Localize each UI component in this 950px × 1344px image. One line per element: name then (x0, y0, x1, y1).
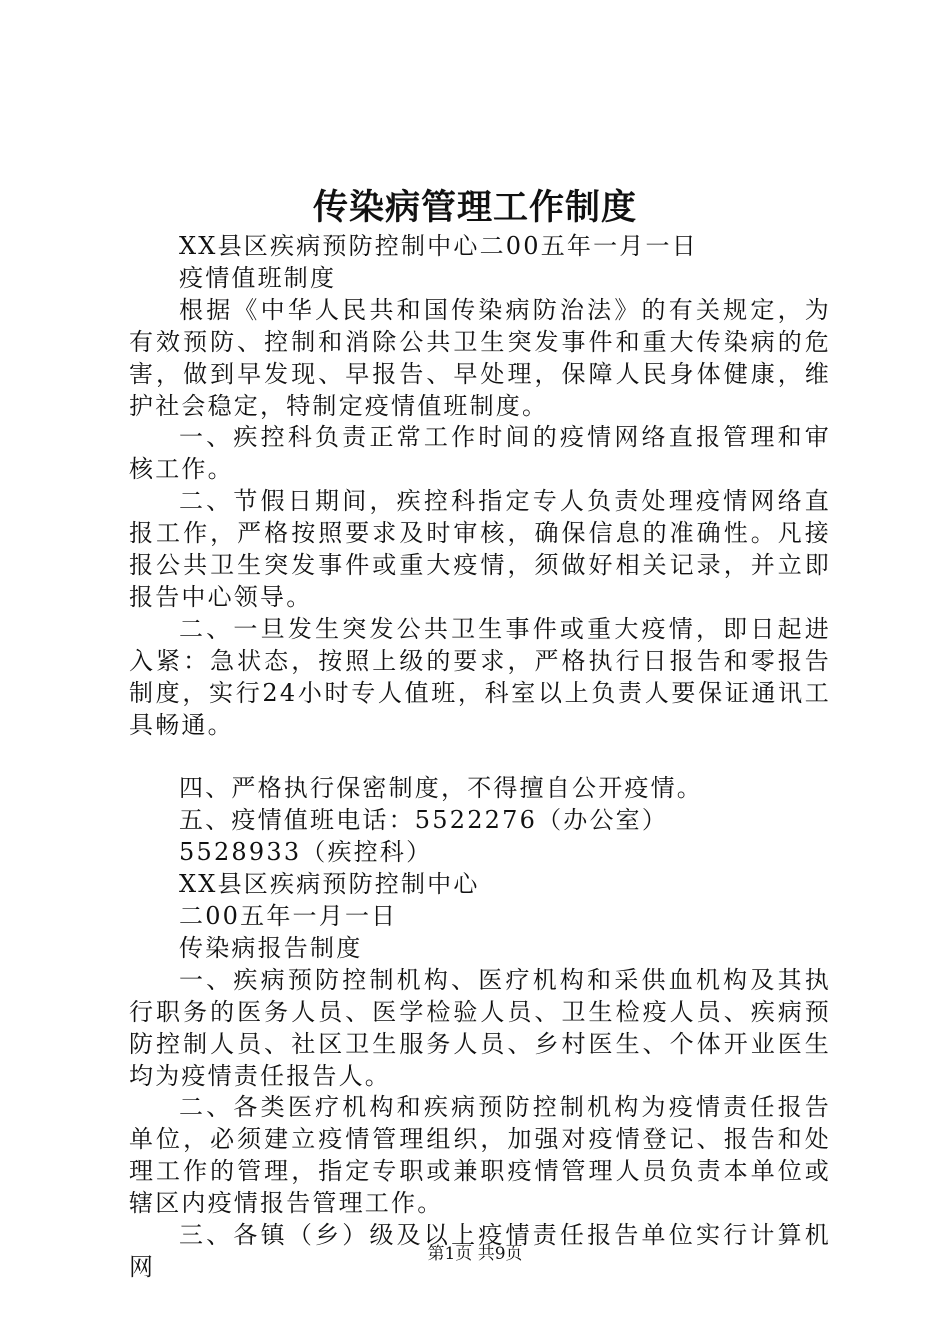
phone-line: 5528933（疾控科） (179, 838, 433, 867)
document-body (129, 231, 831, 1284)
paragraph: 三、各镇（乡）级及以上疫情责任报告单位实行计算机网 (129, 1221, 831, 1281)
paragraph: 根据《中华人民共和国传染病防治法》的有关规定，为有效预防、控制和消除公共卫生突发事件和重大传染病的危害，做到早发现、早报告、早处理，保障人民身体健康，维护社会稳定，特制定疫情值班制度。 (129, 295, 831, 420)
page-footer: 第1页 共9页 (427, 1244, 523, 1264)
paragraph: 二、各类医疗机构和疾病预防控制机构为疫情责任报告单位，必须建立疫情管理组织，加强对疫情登记、报告和处理工作的管理，指定专职或兼职疫情管理人员负责本单位或辖区内疫情报告管理工作。 (129, 1093, 831, 1218)
paragraph: 一、疾控科负责正常工作时间的疫情网络直报管理和审核工作。 (129, 423, 831, 484)
paragraph: 二、节假日期间，疾控科指定专人负责处理疫情网络直报工作，严格按照要求及时审核，确保信息的准确性。凡接报公共卫生突发事件或重大疫情，须做好相关记录，并立即报告中心领导。 (129, 487, 831, 611)
section-heading-reporting: 传染病报告制度 (179, 933, 363, 962)
blank-line (129, 742, 831, 774)
paragraph: 四、严格执行保密制度，不得擅自公开疫情。 (179, 774, 703, 803)
section-heading-duty: 疫情值班制度 (179, 263, 337, 292)
paragraph: 一、疾病预防控制机构、医疗机构和采供血机构及其执行职务的医务人员、医学检验人员、卫生检疫人员、疾病预防控制人员、社区卫生服务人员、乡村医生、个体开业医生均为疫情责任报告人。 (129, 965, 831, 1090)
signature-date: 二00五年一月一日 (179, 902, 398, 931)
paragraph: 二、一旦发生突发公共卫生事件或重大疫情，即日起进入紧：急状态，按照上级的要求，严格执行日报告和零报告制度，实行24小时专人值班，科室以上负责人要保证通讯工具畅通。 (129, 614, 831, 739)
phone-line: 五、疫情值班电话：5522276（办公室） (179, 806, 669, 835)
page-title: 传染病管理工作制度 (312, 187, 637, 228)
issuer-date-line: XX县区疾病预防控制中心二00五年一月一日 (179, 232, 698, 260)
signature-organization: XX县区疾病预防控制中心 (179, 870, 480, 899)
